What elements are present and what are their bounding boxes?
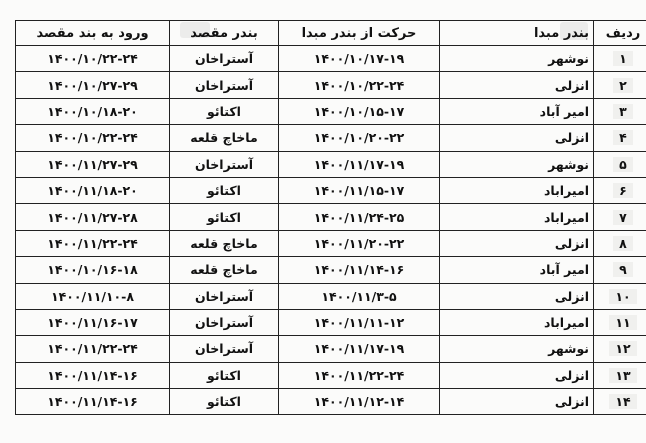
table-row xyxy=(16,46,646,72)
table-row xyxy=(16,283,646,309)
origin-port-cell: انزلی xyxy=(440,125,594,151)
destination-port-cell: اکتائو xyxy=(170,204,279,230)
table-row xyxy=(16,125,646,151)
departure-date-cell: ۱۴۰۰/۱۰/۱۷-۱۹ xyxy=(279,46,440,72)
row-number: ۵ xyxy=(613,157,633,172)
destination-port-cell: اکتائو xyxy=(170,389,279,415)
destination-port-cell: آستراخان xyxy=(170,151,279,177)
origin-port-cell: انزلی xyxy=(440,283,594,309)
arrival-date-cell: ۱۴۰۰/۱۰/۱۸-۲۰ xyxy=(16,98,170,124)
table-row xyxy=(16,336,646,362)
origin-port-cell: انزلی xyxy=(440,72,594,98)
departure-date-cell: ۱۴۰۰/۱۱/۱۷-۱۹ xyxy=(279,336,440,362)
origin-port-cell: نوشهر xyxy=(440,46,594,72)
header-destination-port: بندر مقصد xyxy=(170,21,279,46)
table-row xyxy=(16,72,646,98)
header-origin-port: بندر مبدا xyxy=(440,21,594,46)
destination-port-cell: آستراخان xyxy=(170,309,279,335)
departure-date-cell: ۱۴۰۰/۱۱/۳-۵ xyxy=(279,283,440,309)
arrival-date-cell: ۱۴۰۰/۱۱/۱۴-۱۶ xyxy=(16,389,170,415)
arrival-date-cell: ۱۴۰۰/۱۱/۱۶-۱۷ xyxy=(16,309,170,335)
departure-date-cell: ۱۴۰۰/۱۰/۲۲-۲۴ xyxy=(279,72,440,98)
row-number: ۳ xyxy=(613,104,633,119)
row-number: ۱۲ xyxy=(609,341,636,356)
header-arrival: ورود به بند مقصد xyxy=(16,21,170,46)
destination-port-cell: آستراخان xyxy=(170,283,279,309)
row-number: ۱۰ xyxy=(609,289,636,304)
destination-port-cell: آستراخان xyxy=(170,46,279,72)
row-number-cell xyxy=(594,257,646,283)
arrival-date-cell: ۱۴۰۰/۱۰/۲۷-۲۹ xyxy=(16,72,170,98)
table-row xyxy=(16,230,646,256)
origin-port-cell: امیر آباد xyxy=(440,257,594,283)
row-number-cell xyxy=(594,72,646,98)
header-row-number: ردیف xyxy=(594,21,646,46)
table-header-row xyxy=(16,21,646,46)
row-number-cell xyxy=(594,204,646,230)
row-number-cell xyxy=(594,230,646,256)
destination-port-cell: ماخاچ قلعه xyxy=(170,230,279,256)
arrival-date-cell: ۱۴۰۰/۱۰/۲۲-۲۴ xyxy=(16,46,170,72)
destination-port-cell: اکتائو xyxy=(170,362,279,388)
table-row xyxy=(16,257,646,283)
departure-date-cell: ۱۴۰۰/۱۱/۱۷-۱۹ xyxy=(279,151,440,177)
origin-port-cell: نوشهر xyxy=(440,151,594,177)
row-number-cell xyxy=(594,283,646,309)
origin-port-cell: انزلی xyxy=(440,362,594,388)
origin-port-cell: انزلی xyxy=(440,389,594,415)
departure-date-cell: ۱۴۰۰/۱۱/۲۰-۲۲ xyxy=(279,230,440,256)
table-row xyxy=(16,98,646,124)
table-row xyxy=(16,309,646,335)
arrival-date-cell: ۱۴۰۰/۱۰/۲۲-۲۴ xyxy=(16,125,170,151)
row-number: ۶ xyxy=(613,183,633,198)
row-number: ۱۳ xyxy=(609,368,636,383)
ship-schedule-table xyxy=(15,20,646,415)
departure-date-cell: ۱۴۰۰/۱۱/۲۲-۲۴ xyxy=(279,362,440,388)
row-number-cell xyxy=(594,309,646,335)
arrival-date-cell: ۱۴۰۰/۱۰/۱۶-۱۸ xyxy=(16,257,170,283)
departure-date-cell: ۱۴۰۰/۱۱/۱۲-۱۴ xyxy=(279,389,440,415)
table-row xyxy=(16,204,646,230)
destination-port-cell: آستراخان xyxy=(170,336,279,362)
row-number-cell xyxy=(594,177,646,203)
row-number: ۹ xyxy=(613,262,633,277)
row-number: ۴ xyxy=(613,130,633,145)
origin-port-cell: امیر آباد xyxy=(440,98,594,124)
departure-date-cell: ۱۴۰۰/۱۱/۱۴-۱۶ xyxy=(279,257,440,283)
row-number-cell xyxy=(594,151,646,177)
arrival-date-cell: ۱۴۰۰/۱۱/۲۲-۲۴ xyxy=(16,230,170,256)
origin-port-cell: انزلی xyxy=(440,230,594,256)
departure-date-cell: ۱۴۰۰/۱۱/۱۵-۱۷ xyxy=(279,177,440,203)
arrival-date-cell: ۱۴۰۰/۱۱/۱۸-۲۰ xyxy=(16,177,170,203)
row-number: ۱۱ xyxy=(609,315,636,330)
destination-port-cell: اکتائو xyxy=(170,98,279,124)
row-number-cell xyxy=(594,46,646,72)
origin-port-cell: امیراباد xyxy=(440,309,594,335)
row-number: ۲ xyxy=(613,78,633,93)
destination-port-cell: آستراخان xyxy=(170,72,279,98)
table-body xyxy=(16,46,646,415)
arrival-date-cell: ۱۴۰۰/۱۱/۱۴-۱۶ xyxy=(16,362,170,388)
origin-port-cell: امیراباد xyxy=(440,204,594,230)
destination-port-cell: اکتائو xyxy=(170,177,279,203)
row-number: ۷ xyxy=(613,210,633,225)
row-number-cell xyxy=(594,98,646,124)
destination-port-cell: ماخاچ قلعه xyxy=(170,125,279,151)
row-number-cell xyxy=(594,125,646,151)
row-number: ۱ xyxy=(613,51,633,66)
arrival-date-cell: ۱۴۰۰/۱۱/۲۷-۲۹ xyxy=(16,151,170,177)
origin-port-cell: امیراباد xyxy=(440,177,594,203)
row-number-cell xyxy=(594,389,646,415)
departure-date-cell: ۱۴۰۰/۱۱/۲۴-۲۵ xyxy=(279,204,440,230)
destination-port-cell: ماخاچ قلعه xyxy=(170,257,279,283)
origin-port-cell: نوشهر xyxy=(440,336,594,362)
header-departure: حرکت از بندر مبدا xyxy=(279,21,440,46)
arrival-date-cell: ۱۴۰۰/۱۱/۲۷-۲۸ xyxy=(16,204,170,230)
arrival-date-cell: ۱۴۰۰/۱۱/۱۰-۸ xyxy=(16,283,170,309)
row-number: ۱۴ xyxy=(609,394,636,409)
arrival-date-cell: ۱۴۰۰/۱۱/۲۲-۲۴ xyxy=(16,336,170,362)
row-number-cell xyxy=(594,336,646,362)
table-row xyxy=(16,151,646,177)
row-number-cell xyxy=(594,362,646,388)
departure-date-cell: ۱۴۰۰/۱۰/۲۰-۲۲ xyxy=(279,125,440,151)
row-number: ۸ xyxy=(613,236,633,251)
table-row xyxy=(16,362,646,388)
table-row xyxy=(16,389,646,415)
departure-date-cell: ۱۴۰۰/۱۱/۱۱-۱۲ xyxy=(279,309,440,335)
table-row xyxy=(16,177,646,203)
departure-date-cell: ۱۴۰۰/۱۰/۱۵-۱۷ xyxy=(279,98,440,124)
